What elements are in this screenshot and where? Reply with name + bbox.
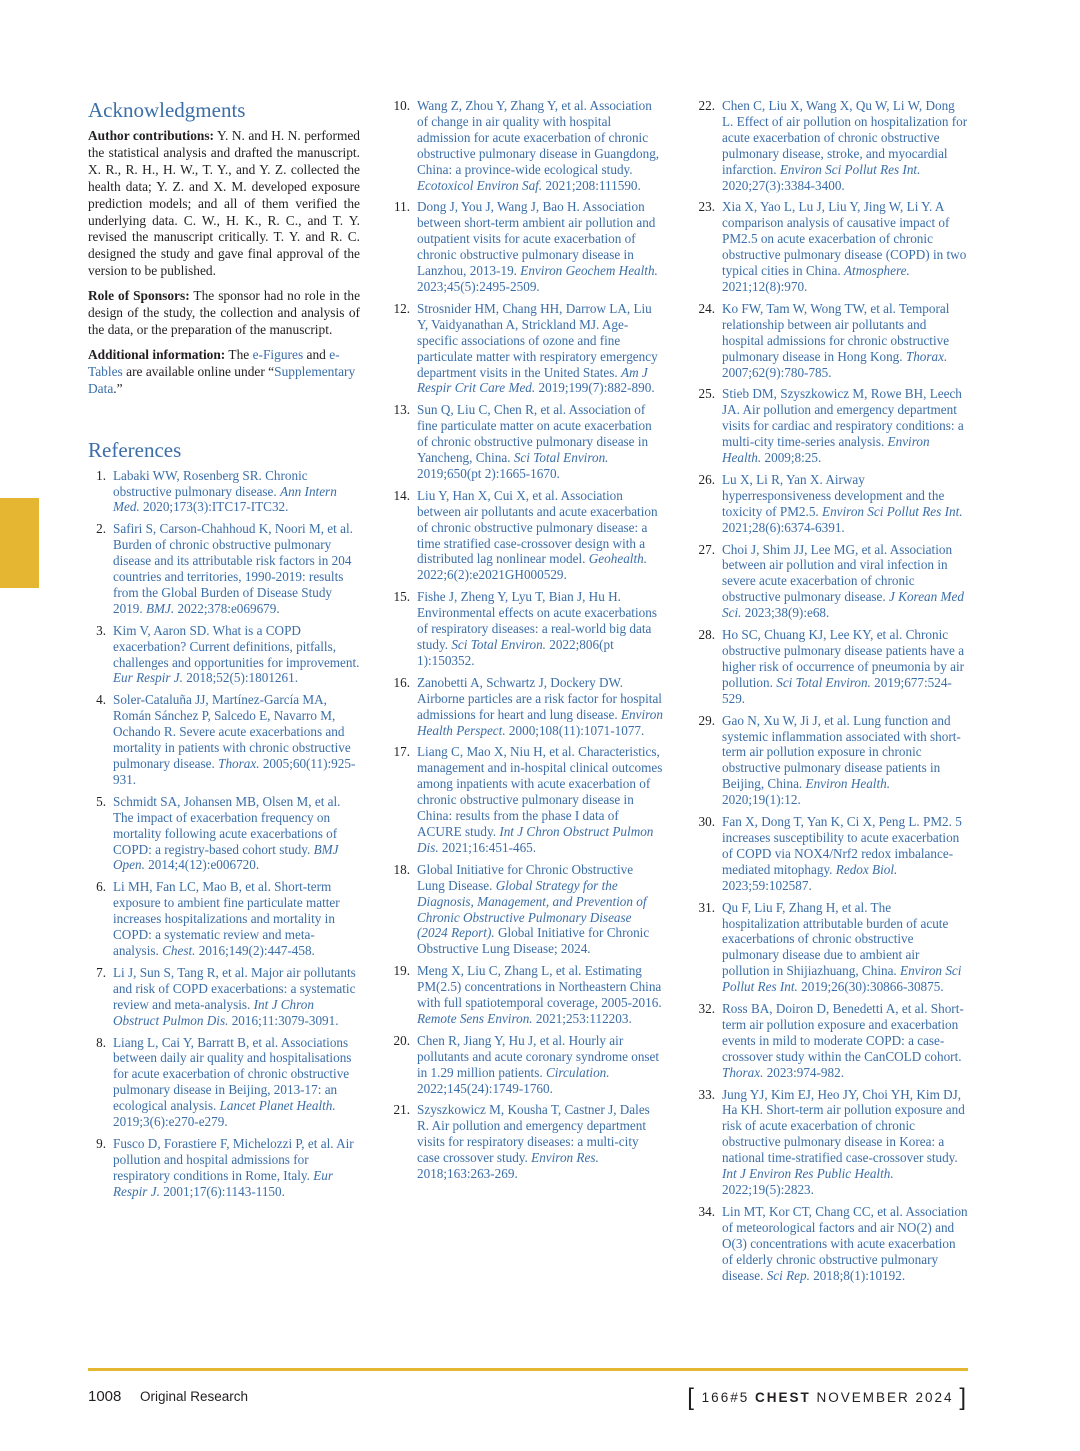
reference-number: 25. [698,386,715,402]
reference-journal: Geohealth. [588,551,648,567]
reference-item[interactable] [697,713,969,808]
additional-text: “ [268,363,275,379]
reference-text: Liu Y, Han X, Cui X, et al. Association between air pollutants and acute exacerbation of chronic obstructive pulmonary disease: a time stratified case-crossover design with a distributed lag nonlinear model. [417,487,658,567]
reference-journal: Environ Res. [531,1150,599,1166]
reference-item[interactable] [392,862,664,957]
reference-citation: 2007;62(9):780-785. [722,364,832,380]
reference-item[interactable] [88,1136,360,1200]
reference-item[interactable] [697,900,969,995]
reference-citation: 2016;11:3079-3091. [228,1012,339,1028]
reference-number: 4. [96,692,106,708]
reference-item[interactable] [697,1001,969,1081]
reference-text: Fusco D, Forastiere F, Michelozzi P, et al. Air pollution and hospital admissions for respiratory conditions in Rome, Italy. [113,1135,354,1183]
reference-citation: 2021;208:111590. [542,177,641,193]
reference-text: Safiri S, Carson-Chahhoud K, Noori M, et al. Burden of chronic obstructive pulmonary disease and its attributable risk factors in 204 countries and territories, 1990-2019: results from the Global Burden of Disease Study 2019. [113,521,353,616]
reference-text: Qu F, Liu F, Zhang H, et al. The hospitalization attributable burden of acute exacerbations of chronic obstructive pulmonary disease due to ambient air pollution in Shijiazhuang, China. [722,899,949,979]
reference-number: 8. [96,1034,106,1050]
reference-citation: 2020;19(1):12. [722,792,801,808]
reference-text: Liang L, Cai Y, Barratt B, et al. Associations between daily air quality and hospitalisations for acute exacerbation of chronic obstructive pulmonary disease in Beijing, 2013-17: an ecological analysis. [113,1034,352,1114]
reference-citation: 2019;650(pt 2):1665-1670. [417,465,560,481]
reference-item[interactable] [392,963,664,1027]
reference-journal: Int J Chron Obstruct Pulmon Dis. [113,996,314,1028]
additional-text: and [306,346,326,362]
reference-item[interactable] [88,623,360,687]
reference-item[interactable] [392,199,664,294]
reference-text: Choi J, Shim JJ, Lee MG, et al. Association between air pollution and viral infection in severe acute exacerbation of chronic obstructive pulmonary disease. [722,541,953,605]
reference-list [392,98,664,1182]
reference-journal: Environ Geochem Health. [520,263,658,279]
reference-number: 2. [96,521,106,537]
reference-text: Xia X, Yao L, Lu J, Liu Y, Jing W, Li Y. A comparison analysis of causative impact of PM2.5 on acute exacerbation of chronic obstructive pulmonary disease (COPD) in two typical cities in China. [722,199,967,279]
reference-citation: 2022;806(pt 1):150352. [417,637,614,668]
reference-number: 27. [698,541,715,557]
reference-text: Chen R, Jiang Y, Hu J, et al. Hourly air pollutants and acute coronary syndrome onset in 1.29 million patients. [417,1032,660,1080]
reference-citation: 2023;45(5):2495-2509. [417,278,540,294]
reference-text: Ko FW, Tam W, Wong TW, et al. Temporal relationship between air pollutants and hospital admissions for chronic obstructive pulmonary disease in Hong Kong. [722,300,950,364]
reference-citation: 2001;17(6):1143-1150. [159,1183,285,1199]
acknowledgments-heading: Acknowledgments [88,98,246,122]
reference-text: Global Initiative for Chronic Obstructive Lung Disease. [417,861,634,893]
section-side-tab [0,498,39,588]
reference-journal: Atmosphere. [843,263,910,279]
reference-text: Labaki WW, Rosenberg SR. Chronic obstructive pulmonary disease. [113,467,308,499]
reference-journal: Sci Total Environ. [451,637,546,652]
additional-text: are available online under [126,363,265,379]
reference-citation: Global Initiative for Chronic Obstructive Lung Disease; 2024. [417,925,650,957]
reference-item[interactable] [697,386,969,466]
reference-number: 29. [698,712,715,728]
reference-item[interactable] [88,468,360,516]
reference-journal: Eur Respir J. [113,670,183,686]
issue-number: 166#5 [701,1390,750,1405]
reference-list [697,98,969,1283]
reference-text: Sun Q, Liu C, Chen R, et al. Association of fine particulate matter on acute exacerbation of chronic obstructive pulmonary disease in Yancheng, China. [417,402,652,466]
reference-journal: Redox Biol. [835,861,898,877]
reference-journal: Thorax. [905,348,948,364]
reference-journal: Environ Sci Pollut Res Int. [822,503,963,519]
reference-item[interactable] [392,1033,664,1097]
reference-journal: Global Strategy for the Diagnosis, Management, and Prevention of Chronic Obstructive Pulmonary Disease (2024 Report). [417,877,647,941]
reference-item[interactable] [88,692,360,787]
reference-citation: 2021;253:112203. [532,1010,632,1026]
reference-journal: Circulation. [545,1064,610,1080]
etables-link[interactable]: e-Tables [88,346,340,379]
reference-list [88,468,360,1200]
reference-journal: Thorax. [722,1064,764,1080]
reference-number: 14. [393,487,410,503]
additional-information-label: Additional information: [88,346,226,362]
page-footer [88,1384,968,1412]
reference-citation: 2022;378:e069679. [174,600,280,616]
reference-item[interactable] [392,1102,664,1182]
author-contributions-text: Y. N. and H. N. performed the statistical analysis and drafted the manuscript. X. R., R. H., H. W., T. Y., and Y. Z. collected the health data; Y. Z. and X. M. developed exposure prediction models; and all of them verified the underlying data. C. W., H. K., R. C., and T. Y. revised the manuscript critically. T. Y. and R. C. designed the study and gave final approval of the version to be published. [88,128,360,279]
reference-text: Soler-Cataluña JJ, Martínez-García MA, Román Sánchez P, Salcedo E, Navarro M, Ochando R. Severe acute exacerbations and mortality in patients with chronic obstructive pulmonary disease. [113,692,351,771]
role-of-sponsors [88,288,360,339]
reference-citation: 2020;27(3):3384-3400. [722,177,845,193]
reference-citation: 2022;145(24):1749-1760. [417,1080,553,1096]
reference-number: 12. [393,300,410,316]
issue-date: NOVEMBER 2024 [816,1390,954,1405]
journal-name: CHEST [754,1390,811,1405]
reference-item[interactable] [88,965,360,1029]
reference-journal: BMJ Open. [113,841,339,873]
reference-number: 33. [698,1086,715,1102]
reference-citation: 2022;6(2):e2021GH000529. [417,567,567,583]
reference-item[interactable] [392,402,664,482]
reference-number: 28. [698,627,715,643]
reference-number: 34. [698,1203,715,1219]
reference-journal: Sci Total Environ. [776,674,871,690]
reference-item[interactable] [697,1087,969,1198]
reference-number: 22. [698,98,715,113]
reference-text: Ross BA, Doiron D, Benedetti A, et al. Short-term air pollution exposure and exacerbation events in mild to moderate COPD: a case-crossover study within the CanCOLD cohort. [722,1001,964,1064]
column-1 [88,98,360,1206]
reference-citation: 2019;199(7):882-890. [535,380,655,396]
reference-number: 13. [393,402,410,418]
additional-text: The [228,346,250,362]
reference-citation: 2019;677:524-529. [722,674,952,706]
reference-text: Wang Z, Zhou Y, Zhang Y, et al. Association of change in air quality with hospital admission for acute exacerbation of chronic obstructive pulmonary disease in Guangdong, China: a province-wide ecological study. [417,98,660,177]
reference-journal: Am J Respir Crit Care Med. [417,364,648,396]
reference-number: 5. [96,793,106,809]
reference-item[interactable] [697,627,969,707]
reference-text: Lin MT, Kor CT, Chang CC, et al. Association of meteorological factors and air NO(2) and O(3) concentrations with acute exacerbation of elderly chronic obstructive pulmonary disease. [722,1203,968,1283]
reference-citation: 2021;12(8):970. [722,278,808,294]
reference-item[interactable] [392,98,664,193]
reference-number: 6. [96,879,106,895]
reference-citation: 2016;149(2):447-458. [195,942,315,958]
reference-journal: Remote Sens Environ. [417,1010,533,1026]
reference-text: Liang C, Mao X, Niu H, et al. Characteristics, management and in-hospital clinical outcomes among inpatients with acute exacerbation of chronic obstructive pulmonary disease in China: results from the phase I data of ACURE study. [417,744,663,839]
reference-item[interactable] [697,1204,969,1284]
reference-journal: Sci Rep. [766,1267,810,1283]
reference-item[interactable] [392,744,664,855]
reference-number: 11. [394,199,410,215]
role-of-sponsors-label: Role of Sponsors: [88,288,190,304]
column-3 [697,98,969,1289]
author-contributions-label: Author contributions: [88,128,215,143]
reference-number: 19. [393,963,410,979]
reference-number: 21. [393,1102,410,1118]
reference-citation: 2005;60(11):925-931. [113,756,356,787]
reference-journal: Int J Environ Res Public Health. [722,1166,894,1182]
reference-citation: 2018;163:263-269. [417,1166,518,1182]
bracket-open: [ [687,1384,696,1411]
reference-citation: 2019;3(6):e270-e279. [113,1114,228,1130]
reference-text: Schmidt SA, Johansen MB, Olsen M, et al. The impact of exacerbation frequency on mortality following acute exacerbations of COPD: a registry-based cohort study. [113,793,341,857]
author-contributions [88,128,360,280]
reference-citation: 2021;16:451-465. [438,839,537,855]
reference-journal: J Korean Med Sci. [722,589,964,621]
page-number: 1008 [88,1388,122,1405]
reference-text: Stieb DM, Szyszkowicz M, Rowe BH, Leech JA. Air pollution and emergency department visits for cardiac and respiratory conditions: a multi-city time-series analysis. [722,386,964,450]
reference-text: Fishe J, Zheng Y, Lyu T, Bian J, Hu H. Environmental effects on acute exacerbations of respiratory diseases: a real-world big data study. [417,589,657,652]
reference-number: 9. [96,1135,106,1151]
reference-citation: 2021;28(6):6374-6391. [722,519,845,535]
reference-journal: Ecotoxicol Environ Saf. [417,177,543,193]
reference-text: Zanobetti A, Schwartz J, Dockery DW. Airborne particles are a risk factor for hospital admissions for heart and lung disease. [417,674,662,722]
reference-number: 17. [393,744,410,760]
reference-number: 15. [393,589,410,605]
reference-item[interactable] [697,199,969,294]
reference-citation: 2020;173(3):ITC17-ITC32. [139,499,289,515]
reference-item[interactable] [697,472,969,536]
reference-journal: Eur Respir J. [113,1167,333,1199]
reference-number: 26. [698,471,715,487]
reference-text: Meng X, Liu C, Zhang L, et al. Estimating PM(2.5) concentrations in Northeastern China with full spatiotemporal coverage, 2005-2016. [417,963,662,1011]
reference-number: 7. [96,964,106,980]
reference-citation: 2018;8(1):10192. [809,1267,906,1283]
role-of-sponsors-text: The sponsor had no role in the design of the study, the collection and analysis of the data, or the preparation of the manuscript. [88,288,361,337]
reference-journal: Chest. [162,942,196,958]
reference-journal: Ann Intern Med. [113,483,337,515]
reference-item[interactable] [697,301,969,381]
reference-number: 31. [698,899,715,915]
reference-citation: 2000;108(11):1071-1077. [505,722,645,738]
reference-text: Fan X, Dong T, Yan K, Ci X, Peng L. PM2. 5 increases susceptibility to acute exacerbation of COPD via NOX4/Nrf2 redox imbalance-mediated mitophagy. [722,814,962,877]
reference-journal: Environ Health Perspect. [417,706,663,738]
reference-number: 23. [698,199,715,215]
reference-text: Li J, Sun S, Tang R, et al. Major air pollutants and risk of COPD exacerbations: a systematic review and meta-analysis. [113,964,356,1012]
reference-journal: Thorax. [218,756,260,771]
reference-item[interactable] [88,794,360,874]
reference-journal: Int J Chron Obstruct Pulmon Dis. [417,823,654,855]
reference-item[interactable] [697,98,969,193]
reference-text: Kim V, Aaron SD. What is a COPD exacerbation? Current definitions, pitfalls, challenges and opportunities for improvement. [113,622,360,670]
reference-journal: Environ Sci Pollut Res Int. [722,963,962,995]
reference-number: 30. [698,814,715,830]
reference-citation: 2018;52(5):1801261. [182,670,298,686]
reference-item[interactable] [88,521,360,616]
reference-number: 32. [698,1001,715,1017]
reference-citation: 2023:974-982. [763,1064,844,1080]
additional-information [88,347,360,398]
column-2 [392,98,664,1188]
reference-text: Strosnider HM, Chang HH, Darrow LA, Liu Y, Vaidyanathan A, Strickland MJ. Age-specific associations of ozone and fine particulate matter with respiratory emergency department visits in the United States. [417,300,658,380]
journal-issue [687,1384,968,1412]
reference-text: Lu X, Li R, Yan X. Airway hyperresponsiveness development and the toxicity of PM2.5. [722,471,945,519]
reference-number: 3. [96,622,106,638]
reference-text: Li MH, Fan LC, Mao B, et al. Short-term exposure to ambient fine particulate matter increases hospitalizations and mortality in COPD: a systematic review and meta-analysis. [113,879,340,958]
reference-citation: 2023;59:102587. [722,877,812,893]
reference-number: 20. [393,1032,410,1048]
efigures-link[interactable]: e-Figures [252,346,304,362]
supplementary-data-link[interactable]: Supplementary Data [88,363,356,396]
reference-number: 18. [393,861,410,877]
reference-number: 16. [393,674,410,690]
reference-text: Dong J, You J, Wang J, Bao H. Association between short-term ambient air pollution and outpatient visits for acute exacerbation of chronic obstructive pulmonary disease in Lanzhou, 2013-19. [417,199,656,279]
footer-rule [88,1368,968,1371]
references-heading: References [88,437,182,462]
reference-number: 24. [698,300,715,316]
reference-journal: BMJ. [145,600,175,616]
reference-item[interactable] [392,488,664,583]
reference-citation: 2019;26(30):30866-30875. [797,979,944,995]
reference-text: Szyszkowicz M, Kousha T, Castner J, Dales R. Air pollution and emergency department visits for respiratory diseases: a multi-city case crossover study. [417,1102,650,1166]
reference-number: 1. [96,467,106,483]
additional-text: .” [113,380,123,396]
reference-citation: 2014;4(12):e006720. [144,857,260,873]
reference-journal: Environ Health. [805,776,891,792]
reference-item[interactable] [392,589,664,669]
reference-journal: Lancet Planet Health. [219,1098,336,1114]
reference-item[interactable] [392,675,664,739]
reference-item[interactable] [697,542,969,622]
section-label: Original Research [140,1389,249,1404]
reference-item[interactable] [697,814,969,894]
reference-journal: Sci Total Environ. [513,450,609,466]
reference-citation: 2023;38(9):e68. [741,605,830,621]
reference-journal: Environ Health. [722,434,930,466]
reference-journal: Environ Sci Pollut Res Int. [779,161,921,177]
reference-number: 10. [393,98,410,113]
reference-item[interactable] [88,1035,360,1130]
bracket-close: ] [959,1384,968,1411]
reference-text: Gao N, Xu W, Ji J, et al. Lung function and systemic inflammation associated with short-term air pollution exposure in chronic obstructive pulmonary disease patients in Beijing, China. [722,712,961,792]
reference-citation: 2009;8:25. [761,450,822,466]
reference-item[interactable] [392,301,664,396]
reference-text: Chen C, Liu X, Wang X, Qu W, Li W, Dong L. Effect of air pollution on hospitalization for acute exacerbation of chronic obstructive pulmonary disease, stroke, and myocardial infarction. [722,98,968,177]
reference-text: Ho SC, Chuang KJ, Lee KY, et al. Chronic obstructive pulmonary disease patients have a higher risk of occurrence of pneumonia by air pollution. [722,627,965,690]
reference-citation: 2022;19(5):2823. [722,1182,814,1197]
reference-item[interactable] [88,879,360,959]
reference-text: Jung YJ, Kim EJ, Heo JY, Choi YH, Kim DJ, Ha KH. Short-term air pollution exposure and risk of acute exacerbation of chronic obstructive pulmonary disease in Korea: a national time-stratified case-crossover study. [722,1086,965,1166]
